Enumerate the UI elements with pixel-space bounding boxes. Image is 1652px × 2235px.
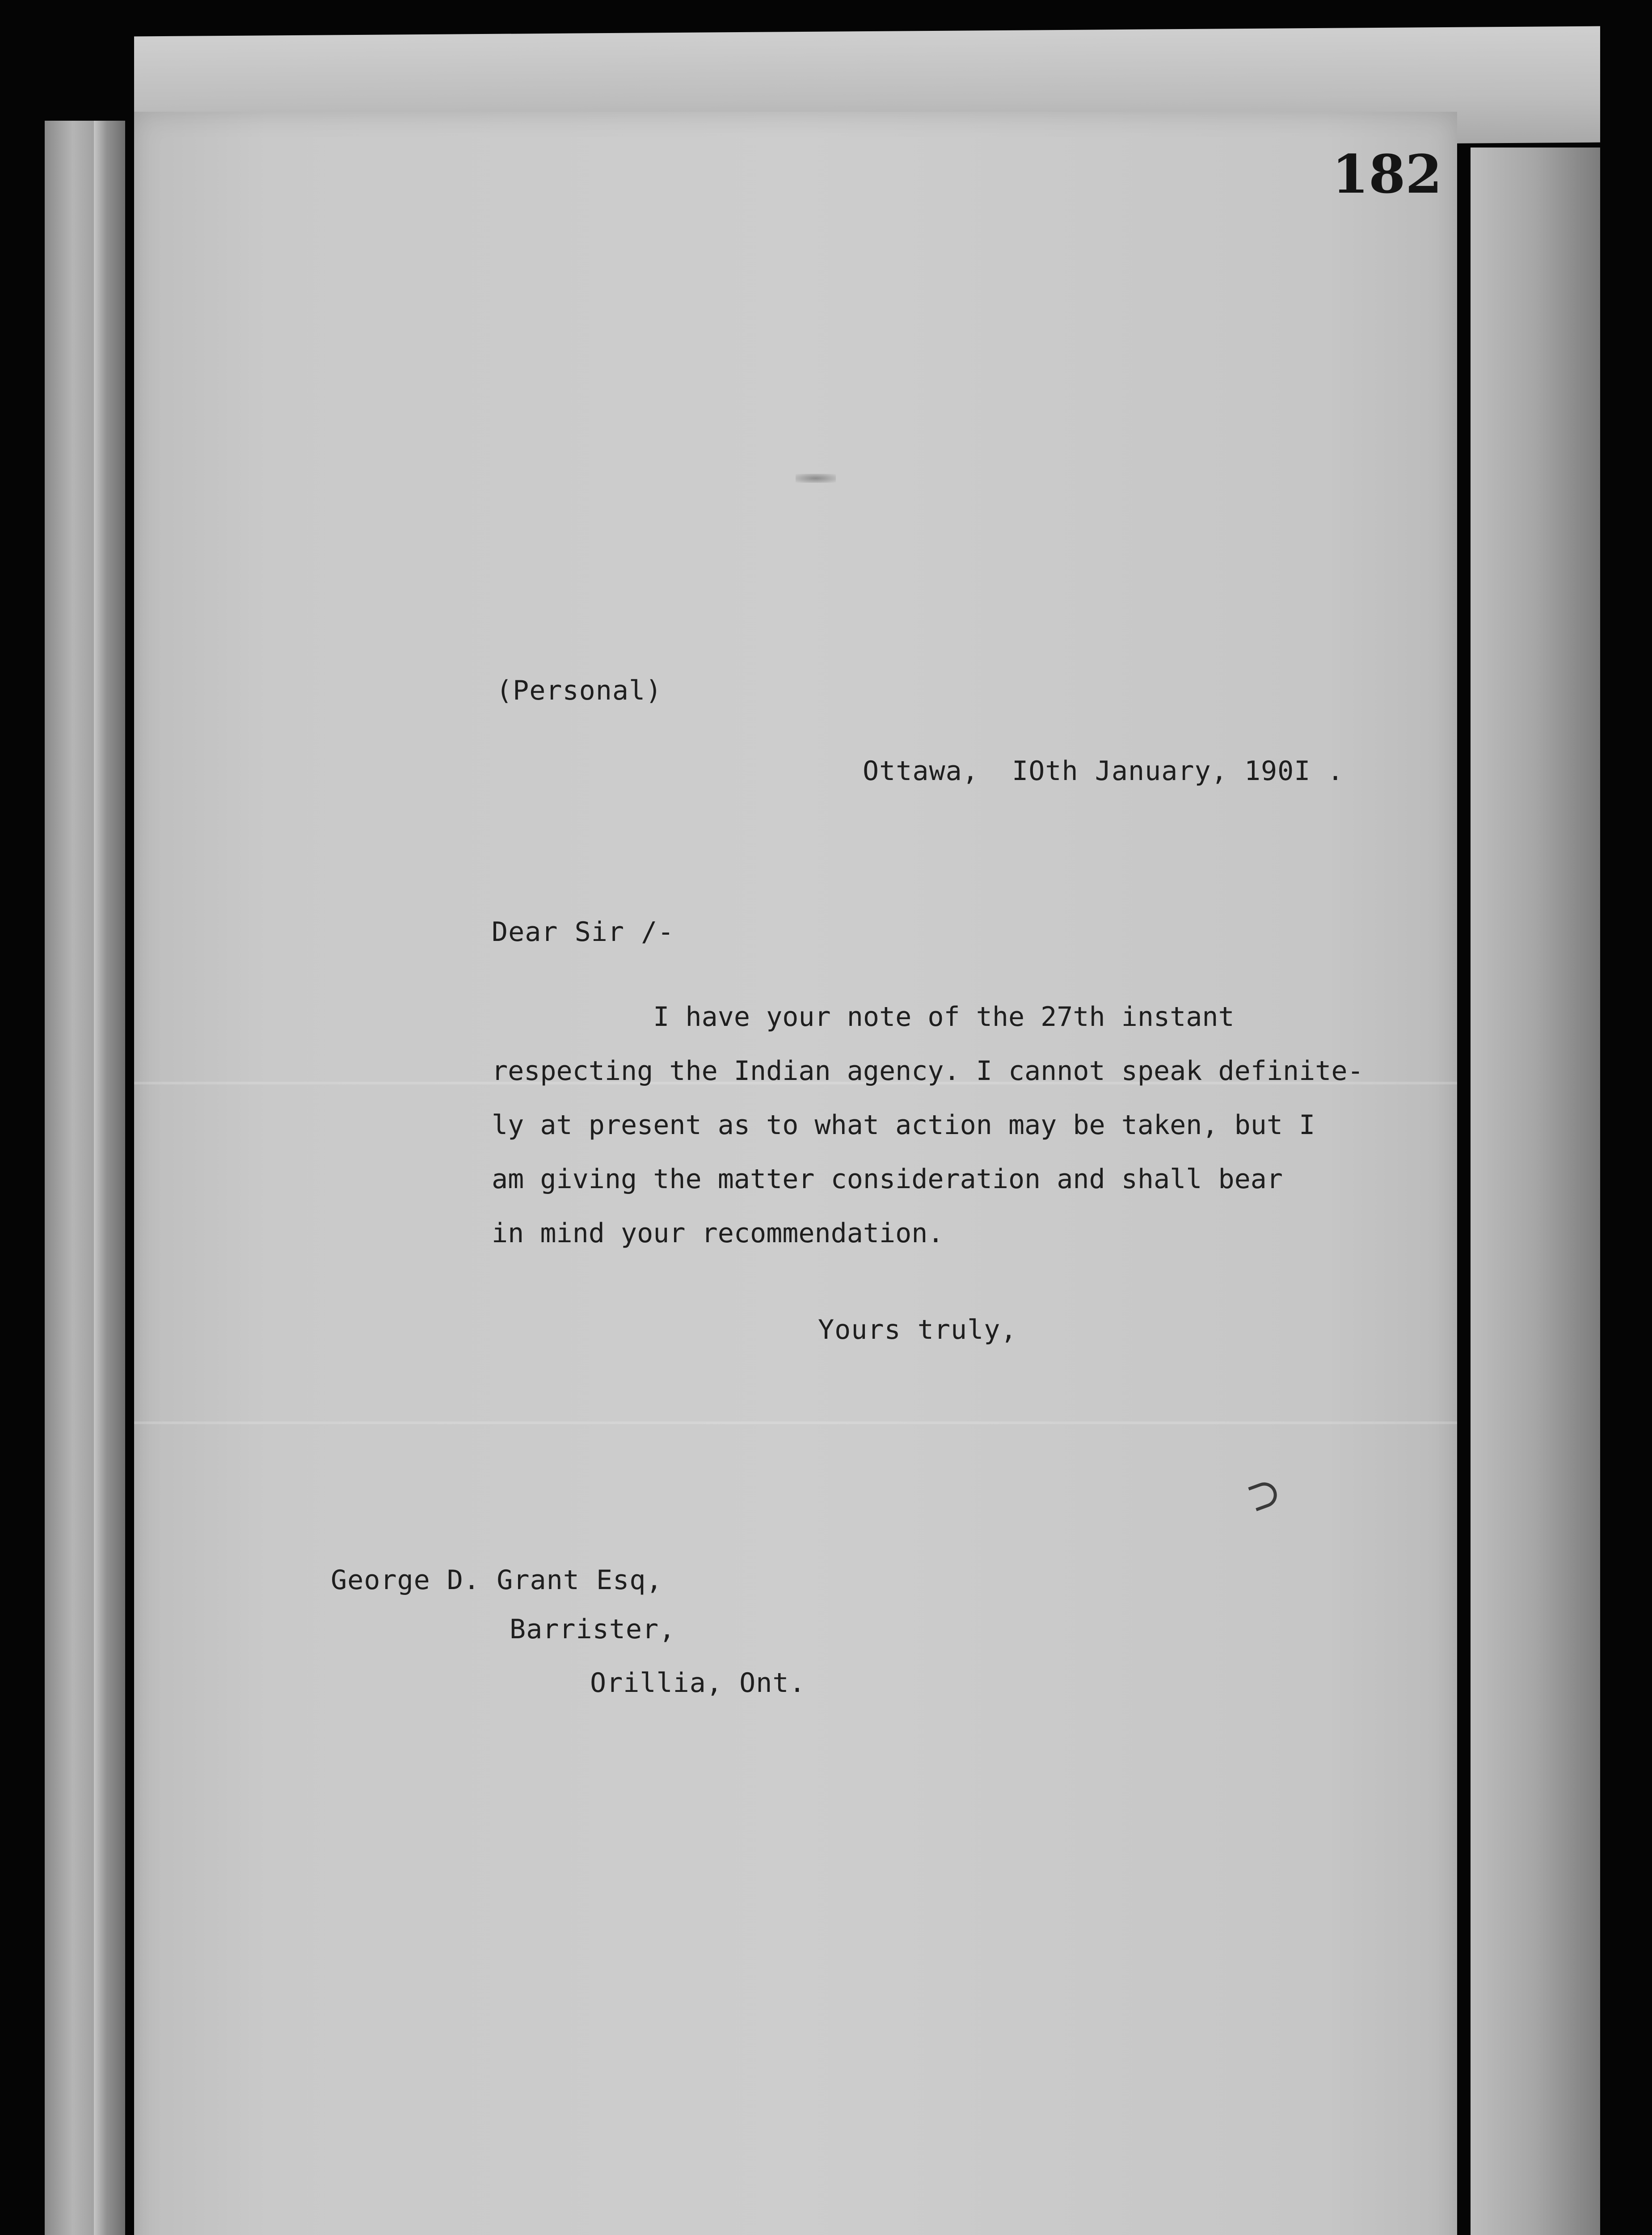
back-sheet-strip xyxy=(45,121,125,2235)
letter-closing: Yours truly, xyxy=(818,1314,1017,1345)
right-edge-sheet xyxy=(1471,148,1600,2235)
page-number: 182 xyxy=(1332,143,1442,205)
letter-body-line: I have your note of the 27th instant xyxy=(492,1001,1235,1033)
addressee-place: Orillia, Ont. xyxy=(590,1667,806,1699)
scan-artifact xyxy=(134,1421,1457,1424)
letter-body-line: in mind your recommendation. xyxy=(492,1218,944,1249)
pencil-mark: ⊃ xyxy=(1240,1466,1288,1522)
letter-marking: (Personal) xyxy=(496,675,662,706)
letter-body xyxy=(492,990,1403,1261)
addressee-name: George D. Grant Esq, xyxy=(331,1564,663,1596)
addressee-title: Barrister, xyxy=(510,1614,676,1645)
back-sheet-edge xyxy=(94,121,107,2235)
letter-body-line: am giving the matter consideration and shall bear xyxy=(492,1164,1283,1195)
letter-body-line: respecting the Indian agency. I cannot speak definite- xyxy=(492,1055,1364,1087)
ink-smudge xyxy=(796,474,836,483)
letter-salutation: Dear Sir /- xyxy=(492,916,674,948)
letter-dateline: Ottawa, IOth January, 190I . xyxy=(863,755,1344,787)
letter-body-line: ly at present as to what action may be taken, but I xyxy=(492,1109,1315,1141)
